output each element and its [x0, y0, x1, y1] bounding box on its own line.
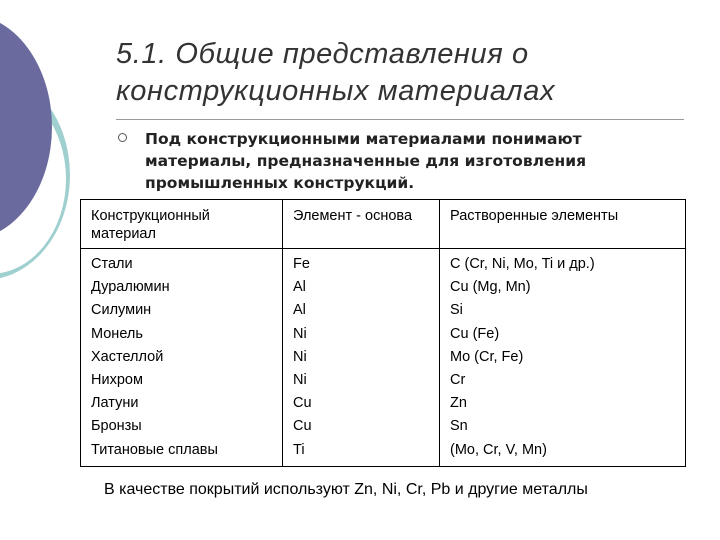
dissolved-elements: Sn: [450, 418, 468, 435]
base-element-column: [283, 249, 440, 467]
hollow-circle-bullet-icon: [118, 133, 127, 142]
material-name: Латуни: [91, 395, 139, 412]
material-name: Титановые сплавы: [91, 441, 218, 458]
title-divider: [116, 119, 684, 120]
dissolved-elements: Zn: [450, 395, 467, 412]
base-element: Ni: [293, 372, 307, 389]
material-name: Силумин: [91, 302, 152, 319]
dissolved-elements-column: [440, 249, 686, 467]
dissolved-elements: C (Cr, Ni, Mo, Ti и др.): [450, 256, 595, 272]
base-element: Ni: [293, 325, 307, 342]
material-name: Нихром: [91, 372, 143, 389]
dissolved-elements: Cu (Mg, Mn): [450, 279, 531, 296]
base-element: Cu: [293, 395, 312, 412]
base-element: Al: [293, 302, 306, 319]
base-element: Ni: [293, 348, 307, 365]
material-name: Хастеллой: [91, 348, 164, 365]
slide-title: 5.1. Общие представления о конструкционных материалах: [116, 38, 556, 107]
base-element: Ti: [293, 441, 305, 458]
column-header-dissolved-elements: Растворенные элементы: [440, 200, 686, 249]
footer-note: В качестве покрытий используют Zn, Ni, Cr, Pb и другие металлы: [104, 481, 588, 498]
dissolved-elements: Mo (Cr, Fe): [450, 348, 524, 365]
column-header-base-element: Элемент - основа: [283, 200, 440, 249]
dissolved-elements: Cr: [450, 372, 466, 389]
base-element: Fe: [293, 256, 310, 272]
dissolved-elements: Cu (Fe): [450, 325, 500, 342]
table-header-row: [81, 200, 686, 249]
material-name: Дуралюмин: [91, 279, 170, 296]
material-column: [81, 249, 283, 467]
bullet-text: Под конструкционными материалами понимают материалы, предназначенные для изготовления промышленных конструкций.: [145, 130, 587, 192]
column-header-material: Конструкционный материал: [81, 200, 283, 249]
dissolved-elements: Si: [450, 302, 463, 319]
material-name: Монель: [91, 325, 143, 342]
material-name: Бронзы: [91, 418, 142, 435]
table-body-row: [81, 249, 686, 467]
base-element: Al: [293, 279, 306, 296]
materials-table: [80, 199, 686, 467]
base-element: Cu: [293, 418, 312, 435]
dissolved-elements: (Mo, Cr, V, Mn): [450, 441, 547, 458]
material-name: Стали: [91, 256, 133, 272]
